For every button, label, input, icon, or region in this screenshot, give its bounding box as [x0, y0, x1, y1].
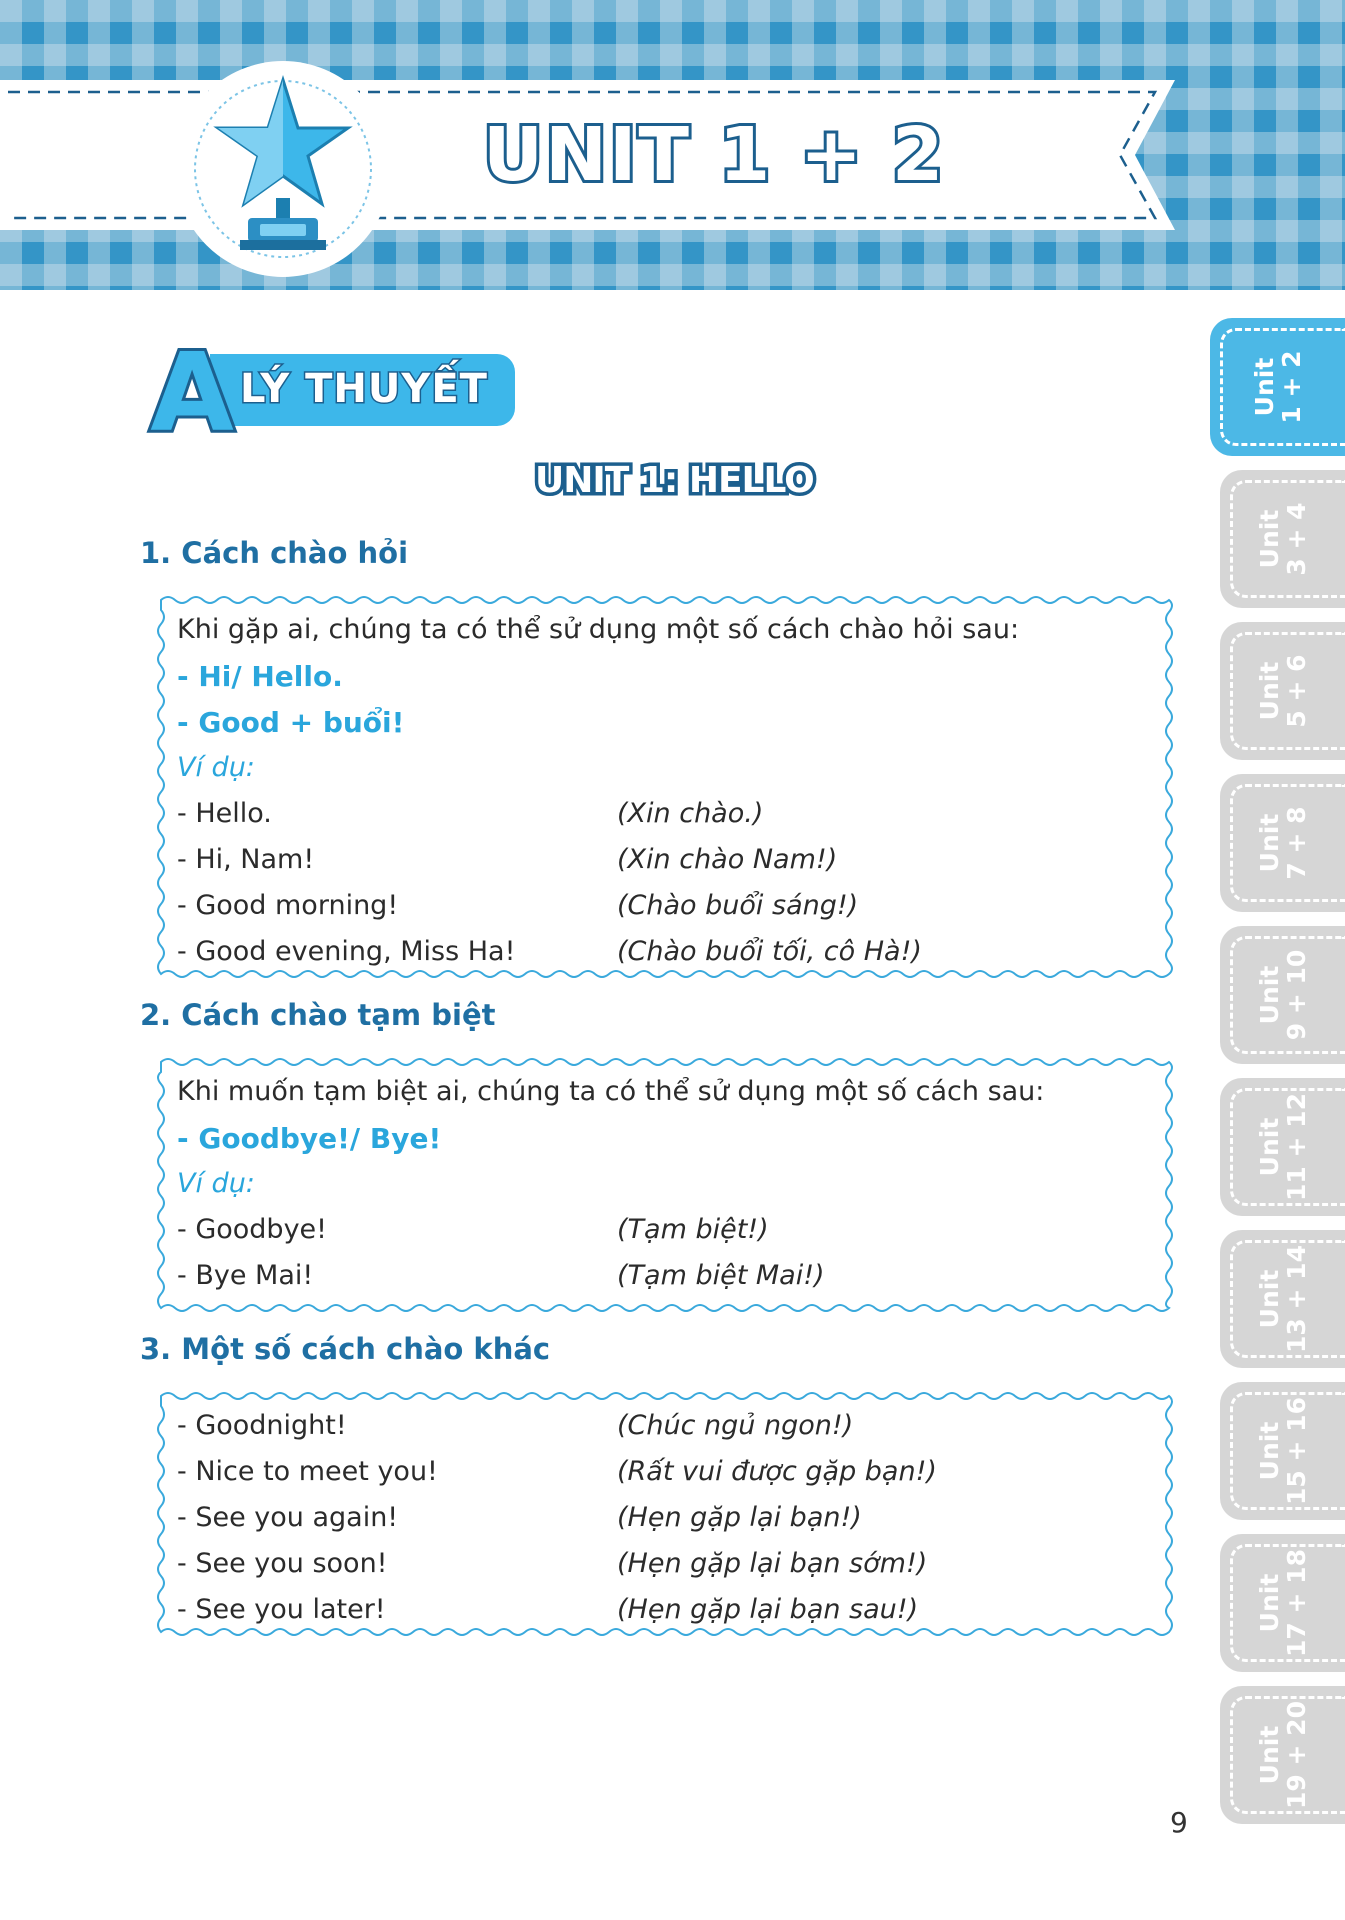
- section-title-pill: [210, 354, 515, 426]
- section-1-intro: Khi gặp ai, chúng ta có thể sử dụng một số cách chào hỏi sau:: [177, 614, 1020, 645]
- tab-unit-15-16[interactable]: [1220, 1382, 1345, 1520]
- phrase-en: - Goodnight!: [177, 1410, 347, 1441]
- tab-label-bottom: 9 + 10: [1281, 949, 1311, 1041]
- section-2-heading: 2. Cách chào tạm biệt: [140, 998, 496, 1032]
- phrase-en: - Bye Mai!: [177, 1260, 314, 1291]
- wavy-border-frame: [155, 592, 1177, 982]
- phrase-en: - Hi, Nam!: [177, 844, 315, 875]
- section-3-box: [155, 1388, 1177, 1640]
- example-row: [177, 844, 838, 875]
- tab-label-top: Unit: [1254, 1573, 1284, 1633]
- unit-title: UNIT 1 + 2: [483, 112, 946, 198]
- example-row: [177, 1410, 854, 1441]
- phrase-en: - Goodbye!: [177, 1214, 327, 1245]
- tab-label-top: Unit: [1254, 965, 1284, 1025]
- phrase-vi: (Hẹn gặp lại bạn!): [617, 1502, 862, 1533]
- tab-label-bottom: 5 + 6: [1281, 654, 1311, 728]
- unit-heading: UNIT 1: HELLO: [535, 460, 814, 501]
- example-label: Ví dụ:: [177, 752, 255, 783]
- section-2-box: [155, 1054, 1177, 1316]
- tab-label-top: Unit: [1254, 661, 1284, 721]
- phrase-vi: (Rất vui được gặp bạn!): [617, 1456, 937, 1487]
- tab-label-top: Unit: [1254, 1725, 1284, 1785]
- tab-unit-11-12[interactable]: [1220, 1078, 1345, 1216]
- phrase-vi: (Chúc ngủ ngon!): [617, 1410, 854, 1441]
- tab-label-bottom: 7 + 8: [1281, 806, 1311, 880]
- header-banner: [0, 0, 1345, 290]
- example-row: [177, 1260, 825, 1291]
- tab-unit-3-4[interactable]: [1220, 470, 1345, 608]
- example-label: Ví dụ:: [177, 1168, 255, 1199]
- tab-label-top: Unit: [1254, 1117, 1284, 1177]
- tab-label-top: Unit: [1254, 1269, 1284, 1329]
- tab-label-bottom: 19 + 20: [1281, 1701, 1311, 1809]
- section-1-box: [155, 592, 1177, 982]
- tab-unit-1-2[interactable]: [1210, 318, 1345, 456]
- example-row: [177, 1594, 919, 1625]
- tab-unit-9-10[interactable]: [1220, 926, 1345, 1064]
- phrase-vi: (Hẹn gặp lại bạn sau!): [617, 1594, 919, 1625]
- section-letter-badge: [142, 338, 242, 442]
- section-1-heading: 1. Cách chào hỏi: [140, 536, 409, 570]
- highlight-phrase: - Good + buổi!: [177, 706, 405, 739]
- phrase-vi: (Hẹn gặp lại bạn sớm!): [617, 1548, 928, 1579]
- phrase-vi: (Xin chào.): [617, 798, 764, 829]
- example-row: [177, 890, 859, 921]
- tab-unit-13-14[interactable]: [1220, 1230, 1345, 1368]
- tab-label-top: Unit: [1249, 357, 1279, 417]
- phrase-vi: (Chào buổi tối, cô Hà!): [617, 936, 922, 967]
- section-3-heading: 3. Một số cách chào khác: [140, 1332, 551, 1366]
- trophy-star-icon: [168, 58, 398, 280]
- example-row: [177, 798, 764, 829]
- tab-label-bottom: 11 + 12: [1281, 1093, 1311, 1201]
- phrase-en: - Good evening, Miss Ha!: [177, 936, 516, 967]
- tab-label-bottom: 17 + 18: [1281, 1549, 1311, 1657]
- example-row: [177, 1502, 862, 1533]
- example-row: [177, 1214, 769, 1245]
- example-row: [177, 1456, 937, 1487]
- section-2-intro: Khi muốn tạm biệt ai, chúng ta có thể sử dụng một số cách sau:: [177, 1076, 1045, 1107]
- phrase-en: - Nice to meet you!: [177, 1456, 438, 1487]
- tab-label-top: Unit: [1254, 813, 1284, 873]
- phrase-vi: (Xin chào Nam!): [617, 844, 838, 875]
- section-letter: A: [150, 338, 234, 442]
- section-title: LÝ THUYẾT: [240, 366, 488, 412]
- phrase-en: - Good morning!: [177, 890, 399, 921]
- tab-unit-17-18[interactable]: [1220, 1534, 1345, 1672]
- phrase-en: - See you again!: [177, 1502, 399, 1533]
- tab-label-bottom: 1 + 2: [1276, 350, 1306, 424]
- highlight-phrase: - Hi/ Hello.: [177, 660, 343, 693]
- phrase-en: - See you later!: [177, 1594, 386, 1625]
- page-number: 9: [1170, 1806, 1188, 1839]
- example-row: [177, 936, 922, 967]
- tab-label-bottom: 3 + 4: [1281, 502, 1311, 576]
- example-row: [177, 1548, 928, 1579]
- tab-unit-19-20[interactable]: [1220, 1686, 1345, 1824]
- highlight-phrase: - Goodbye!/ Bye!: [177, 1122, 442, 1155]
- tab-label-bottom: 15 + 16: [1281, 1397, 1311, 1505]
- phrase-vi: (Chào buổi sáng!): [617, 890, 859, 921]
- phrase-vi: (Tạm biệt Mai!): [617, 1260, 825, 1291]
- phrase-en: - Hello.: [177, 798, 272, 829]
- tab-unit-5-6[interactable]: [1220, 622, 1345, 760]
- tab-label-top: Unit: [1254, 509, 1284, 569]
- phrase-en: - See you soon!: [177, 1548, 388, 1579]
- tab-label-bottom: 13 + 14: [1281, 1245, 1311, 1353]
- phrase-vi: (Tạm biệt!): [617, 1214, 769, 1245]
- tab-unit-7-8[interactable]: [1220, 774, 1345, 912]
- tab-label-top: Unit: [1254, 1421, 1284, 1481]
